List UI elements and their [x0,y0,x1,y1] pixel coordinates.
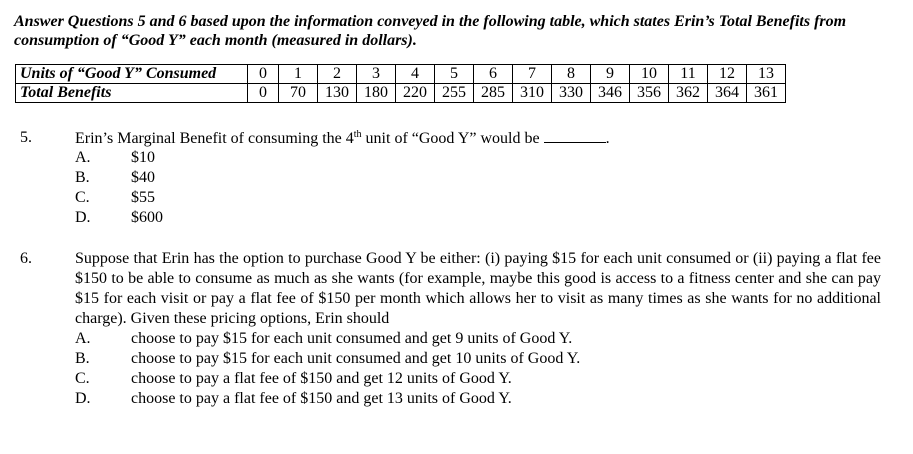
total-benefits-table [15,64,786,103]
benefit-cell: 346 [591,84,630,103]
benefits-row-header: Total Benefits [16,84,248,103]
option-d[interactable]: choose to pay a flat fee of $150 and get 13 units of Good Y. [131,390,512,407]
units-cell: 8 [552,65,591,84]
benefit-cell: 356 [630,84,669,103]
units-cell: 1 [279,65,318,84]
units-cell: 3 [357,65,396,84]
benefit-cell: 130 [318,84,357,103]
question-number: 5. [20,129,32,146]
units-cell: 6 [474,65,513,84]
units-cell: 9 [591,65,630,84]
ordinal-suffix: th [353,129,362,140]
benefit-cell: 180 [357,84,396,103]
option-letter: D. [75,390,91,407]
units-cell: 7 [513,65,552,84]
benefit-cell: 310 [513,84,552,103]
units-row [16,65,786,84]
option-letter: A. [75,149,91,166]
option-a[interactable]: choose to pay $15 for each unit consumed and get 9 units of Good Y. [131,330,573,347]
units-cell: 13 [747,65,786,84]
instructions-heading: Answer Questions 5 and 6 based upon the information conveyed in the following table, which states Erin’s Total Benefits from consumption of “Good Y” each month (measured in dollars). [14,13,847,49]
question-5 [0,128,913,228]
units-cell: 2 [318,65,357,84]
option-d[interactable]: $600 [131,209,163,226]
benefits-row [16,84,786,103]
benefit-cell: 255 [435,84,474,103]
option-letter: D. [75,209,91,226]
benefit-cell: 285 [474,84,513,103]
option-a[interactable]: $10 [131,149,155,166]
stem-text: unit of “Good Y” would be [361,130,540,147]
option-letter: A. [75,330,91,347]
answer-blank [544,128,606,143]
question-stem [75,128,610,149]
benefit-cell: 362 [669,84,708,103]
benefit-cell: 361 [747,84,786,103]
stem-end: . [605,130,610,147]
option-c[interactable]: $55 [131,189,155,206]
question-stem: Suppose that Erin has the option to purchase Good Y be either: (i) paying $15 for each unit consumed or (ii) paying a flat fee $150 to be able to consume as much as she wants (for example, maybe this good is access to a fitness center and she can pay $15 for each visit or pay a flat fee of $150 per month which allows her to visit as many times as she wants for no additional charge). Given these pricing options, Erin should [75,250,881,327]
question-6 [0,249,913,419]
option-letter: C. [75,189,90,206]
option-letter: C. [75,370,90,387]
units-cell: 10 [630,65,669,84]
units-cell: 4 [396,65,435,84]
stem-text: Erin’s Marginal Benefit of consuming the 4 [75,130,354,147]
option-b[interactable]: choose to pay $15 for each unit consumed and get 10 units of Good Y. [131,350,581,367]
units-cell: 11 [669,65,708,84]
benefit-cell: 0 [248,84,279,103]
option-letter: B. [75,169,90,186]
option-letter: B. [75,350,90,367]
benefit-cell: 220 [396,84,435,103]
units-cell: 5 [435,65,474,84]
question-number: 6. [20,250,32,267]
units-cell: 0 [248,65,279,84]
units-row-header: Units of “Good Y” Consumed [16,65,248,84]
option-c[interactable]: choose to pay a flat fee of $150 and get 12 units of Good Y. [131,370,512,387]
option-b[interactable]: $40 [131,169,155,186]
benefit-cell: 330 [552,84,591,103]
benefit-cell: 364 [708,84,747,103]
benefit-cell: 70 [279,84,318,103]
units-cell: 12 [708,65,747,84]
